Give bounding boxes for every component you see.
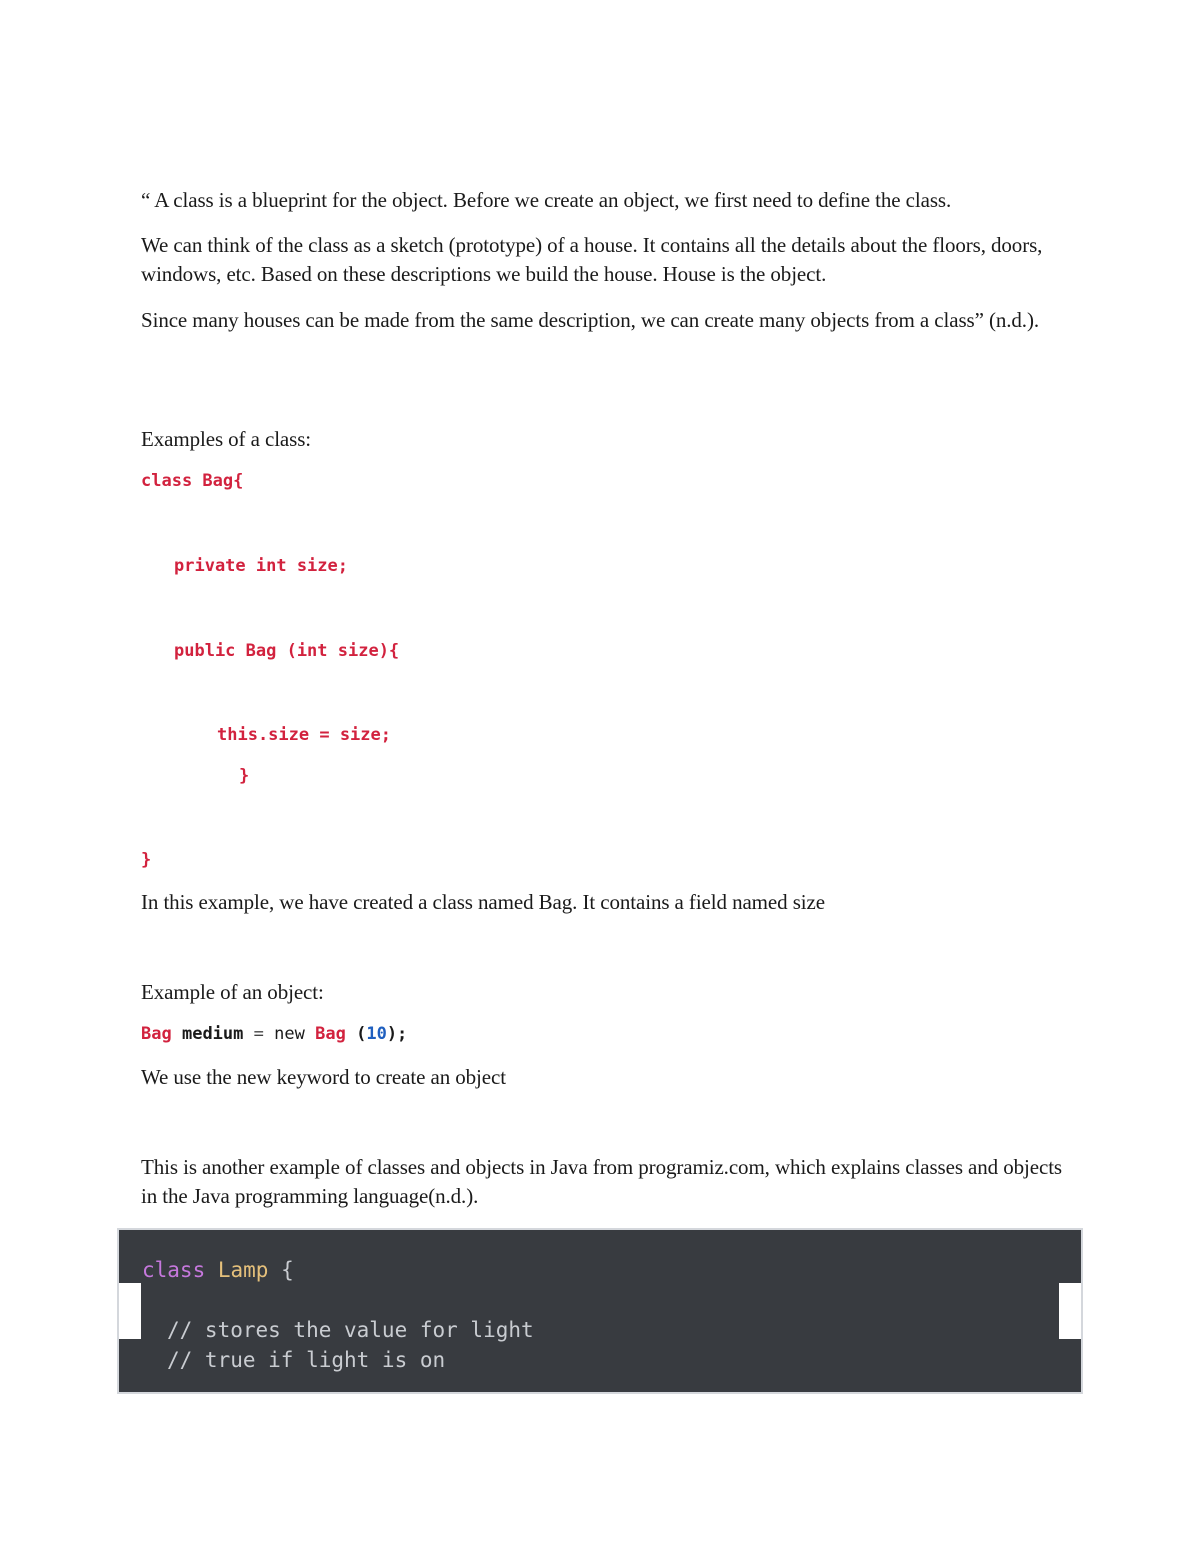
code-token-equals: = (253, 1024, 264, 1044)
code-object-creation (141, 1023, 407, 1045)
paragraph-programiz-intro: This is another example of classes and objects in Java from programiz.com, which explains classes and objects in the Java programming language(n.d.). (141, 1155, 1062, 1208)
code-token-close: ); (386, 1024, 408, 1044)
lamp-code-block (117, 1228, 1083, 1394)
code-token-new: new (274, 1024, 305, 1044)
paragraph-class-definition: “ A class is a blueprint for the object. Before we create an object, we first need to define the class. (141, 188, 952, 212)
paragraph-house-analogy: We can think of the class as a sketch (prototype) of a house. It contains all the details about the floors, doors, windows, etc. Based on these descriptions we build the house. House is the object. (141, 233, 1043, 286)
heading-example-of-object: Example of an object: (141, 980, 324, 1004)
code-line-close-constructor: } (239, 766, 250, 786)
code-line-private-field: private int size; (174, 556, 348, 576)
code-token-type: Bag (141, 1024, 172, 1044)
code-token-class-keyword: class (142, 1258, 206, 1282)
code-token-open-brace: { (281, 1258, 294, 1282)
code-token-lamp-name: Lamp (217, 1258, 269, 1282)
code-token-argument: 10 (366, 1024, 387, 1044)
code-line-close-class: } (141, 850, 152, 870)
code-line-class-bag: class Bag{ (141, 471, 244, 491)
heading-examples-of-class: Examples of a class: (141, 427, 312, 451)
code-block-left-scroll-handle[interactable] (119, 1283, 141, 1339)
code-line-assignment: this.size = size; (217, 725, 391, 745)
paragraph-many-objects: Since many houses can be made from the same description, we can create many objects from a class” (n.d.). (141, 308, 1039, 332)
paragraph-new-keyword: We use the new keyword to create an object (141, 1065, 506, 1089)
code-block-right-scroll-handle[interactable] (1059, 1283, 1081, 1339)
code-comment-true-if-on: // true if light is on (167, 1348, 446, 1372)
code-token-constructor: Bag (315, 1024, 346, 1044)
paragraph-class-explanation: In this example, we have created a class named Bag. It contains a field named size (141, 890, 825, 914)
code-token-open-paren: ( (356, 1024, 367, 1044)
code-comment-stores-value: // stores the value for light (167, 1318, 534, 1342)
code-line-constructor: public Bag (int size){ (174, 641, 400, 661)
code-token-variable: medium (181, 1024, 244, 1044)
code-line-class-lamp (142, 1255, 294, 1285)
